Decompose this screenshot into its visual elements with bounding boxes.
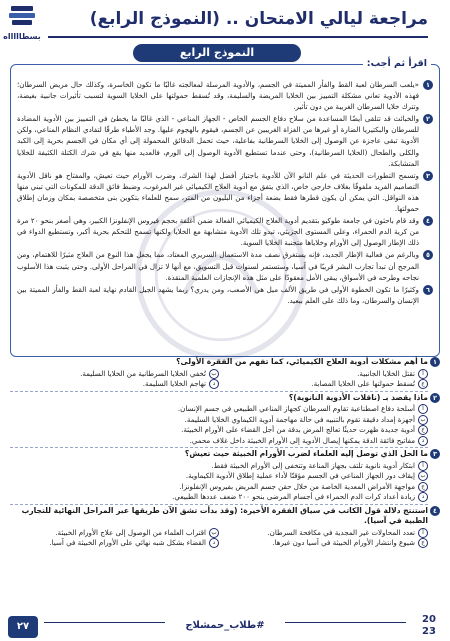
option-d[interactable]: [10, 379, 219, 390]
option-letter: ج: [418, 482, 428, 492]
passage-paragraph-5: [17, 249, 433, 282]
paragraph-number: ٤: [423, 216, 433, 226]
paragraph-text: وكثيرًا ما تكون الخطوة الأولى في طريق الألف ميل هي الأصعب، ومن يدري؟ ربما يشهد الجيل القادم نهاية لعبة القط والفأر المميتة بين الإنسان والسرطان، وما ذلك على العلم ببعيد.: [17, 284, 419, 305]
question-2: [10, 393, 440, 447]
question-text: ما الحل الذي توصل إليه العلماء لضرب الأورام الخبيثة حيث تعيش؟: [184, 449, 428, 458]
option-c[interactable]: [10, 482, 428, 493]
option-c[interactable]: [10, 425, 428, 436]
option-letter: أ: [418, 528, 428, 538]
option-a[interactable]: [219, 528, 428, 539]
passage-paragraph-1: [17, 79, 433, 112]
paragraph-text: «يلعب السرطان لعبة القط والفأر المميتة في الجسم، والأدوية المرسلة لمعالجته غالبًا ما تكون الخاسرة، وكذلك حال مريض السرطان؛ فهذه الأدوية تعاني مشكلة التمييز بين الخلايا المريضة والسليمة، وقد تُسقط حمولتها على الخلايا السوية لتسبب تأثيرات جانبية بغيضة، وتترك خلايا السرطان الغريبة من دون تأثير.: [17, 80, 419, 112]
option-text: شيوع وانتشار الأورام الخبيثة في آسيا دون غيرها.: [272, 538, 415, 547]
question-4: [10, 506, 440, 549]
option-text: إيقاف دور الجهاز المناعي في الجسم مؤقتًا لأداء عملية إطلاق الأدوية الكيماوية.: [185, 471, 415, 480]
option-d[interactable]: [10, 436, 428, 447]
option-letter: ب: [209, 369, 219, 379]
option-a[interactable]: [10, 404, 428, 415]
paragraph-number: ٢: [423, 114, 433, 124]
option-d[interactable]: [10, 492, 428, 503]
question-text: استنتج دلالة قول الكاتب في سياق الفقرة الأخيرة: (وقد بدأت تشق الآن طريقها عبر المراحل النهائية للتجارب الطبية في آسيا).: [21, 505, 428, 525]
option-text: أسلحة دفاع اصطناعية تقاوم السرطان كجهاز المناعي الطبيعي في جسم الإنسان.: [177, 404, 415, 413]
option-letter: ج: [418, 425, 428, 435]
option-b[interactable]: [10, 528, 219, 539]
section-banner: النموذج الرابع: [133, 44, 301, 62]
option-letter: أ: [418, 461, 428, 471]
answer-options: [10, 404, 428, 446]
paragraph-text: والخبائث قد تتلقى أيضًا المساعدة من سلاح دفاع الجسم الخاص - الجهاز المناعي - الذي غالبًا ما يخطئ في التمييز بين الأدوية المضادة للسرطان والبكتيريا الضارة أو غيرها من الغزاة الغريبين عن الجسم، فيقوم بالهجوم عليها. وجد الأطباء طرقًا لتفادي النظام المناعي، ولكن الأدوية تبقى عاجزة عن الوصول إلى الخلايا السرطانية بفاعلية، حيث تحمل الدقائق المحمولة إلى أي مكان في الجسم بحرية إلى الكبد والكلى والطحال (الخلايا السرطانية)، وحتى عندما تستطيع الأدوية الوصول إلى الورم، فالعديد منها يقع في شرك الكتلة الكثيفة للخلايا المتشابكة.: [17, 114, 419, 168]
book-stack-icon: [7, 3, 37, 27]
paragraph-text: وبالرغم من فعالية الإطار الجديد، فإنه يستغرق نصف مدة الاستعمال السريري المعتاد، مما يجعل هذا النوع من العلاج مثيرًا للاهتمام، ومن المرجح أن تبدأ تجارب البشر قريبًا في آسيا، وستستمر لسنوات قبل التسويق، مع أنها لا تزال في المراحل الأولى. وحتى يثبت هذا الأسلوب نجاحه وطرحه في الأسواق، يبقى الأمل معقودًا على مثل هذه الإنجازات العلمية المنقذة.: [17, 250, 419, 282]
year-bottom: 23: [422, 626, 436, 637]
paragraph-number: ٦: [423, 285, 433, 295]
question-number: ٤: [430, 506, 440, 516]
question-number: ٢: [430, 393, 440, 403]
answer-options: [10, 369, 428, 390]
option-text: أجهزة إمداد دقيقة تقوم بالتنبيه في حالة مهاجمة أدوية الكيماوي الخلايا السليمة.: [184, 414, 415, 424]
option-text: زيادة أعداد كرات الدم الحمراء في أجسام المرضى بنحو ٢٠٠ ضعف عددها الطبيعي.: [172, 492, 415, 501]
option-text: مواجهة الأمراض المعدية الخاصة من خلال حقن جسم المريض بفيروس الإنفلونزا.: [179, 481, 415, 491]
option-text: تُخفي الخلايا السرطانية من الخلايا السليمة.: [80, 368, 206, 378]
option-letter: ج: [418, 538, 428, 548]
read-and-answer-label: اقرأ ثم أجب:: [363, 58, 431, 69]
logo-text: بسطاااااه: [3, 32, 41, 41]
option-letter: د: [418, 492, 428, 502]
option-d[interactable]: [10, 538, 219, 549]
option-c[interactable]: [219, 379, 428, 390]
page-header: [0, 3, 450, 43]
question-number: ٣: [430, 449, 440, 459]
question-text: ما أهم مشكلات أدوية العلاج الكيميائي، كما تفهم من الفقرة الأولى؟: [176, 357, 428, 366]
footer-hashtag: #طلاب_حمشلاج: [165, 620, 285, 631]
option-letter: ب: [418, 471, 428, 481]
question-divider: [10, 447, 428, 448]
option-c[interactable]: [219, 538, 428, 549]
option-b[interactable]: [10, 369, 219, 380]
page-footer: [0, 614, 450, 641]
option-a[interactable]: [10, 461, 428, 472]
option-text: القضاء بشكل شبه نهائي على الأورام الخبيثة في آسيا.: [49, 538, 206, 547]
option-text: مفاتيح فائقة الدقة يمكنها إيصال الأدوية إلى الأورام الخبيثة داخل غلاف محمي.: [189, 435, 415, 445]
option-letter: ب: [418, 415, 428, 425]
year-top: 20: [422, 614, 436, 625]
question-1: [10, 357, 440, 390]
option-letter: ب: [209, 528, 219, 538]
option-letter: أ: [418, 404, 428, 414]
page-title: مراجعة ليالي الامتحان .. (النموذج الرابع): [89, 9, 428, 29]
answer-options: [10, 461, 428, 503]
question-divider: [10, 504, 428, 505]
option-letter: د: [209, 379, 219, 389]
brand-logo: [3, 3, 41, 41]
question-number: ١: [430, 357, 440, 367]
question-text: ماذا يقصد بـ (ناقلات الأدوية النانوية)؟: [288, 392, 428, 402]
option-letter: د: [418, 436, 428, 446]
option-text: تعدد المحاولات غير المجدية في مكافحة السرطان.: [267, 527, 415, 537]
option-b[interactable]: [10, 471, 428, 482]
question-3: [10, 449, 440, 503]
reading-passage-box: [10, 58, 440, 357]
passage-paragraph-2: [17, 113, 433, 168]
page-number: ٢٧: [8, 616, 38, 638]
option-a[interactable]: [219, 369, 428, 380]
paragraph-number: ٥: [423, 250, 433, 260]
answer-options: [10, 528, 428, 549]
option-text: تهاجم الخلايا السليمة.: [142, 379, 206, 388]
option-letter: ج: [418, 379, 428, 389]
option-text: أدوية جديدة ظهرت حديثًا تعالج المرض بدقة من أجل القضاء على الأورام الخبيثة.: [181, 425, 415, 434]
paragraph-text: وقد قام باحثون في جامعة طوكيو بتقديم أدوية العلاج الكيميائي الفعالة ضمن أغلفة بحجم فيروس الإنفلونزا الكبير، وهي أصغر بنحو ٢٠ مرة من كرية الدم الحمراء، وعلى المستوى الجزيئي، تبدو تلك الأدوية متشابهة مع الخلايا ولكنها تسمح للتحكم بحرية أكبر، وتستطيع الدواء في ذلك الإطار الوصول إلى الأورام وخلاياها متجنبة الخلايا السوية.: [17, 216, 420, 248]
option-b[interactable]: [10, 415, 428, 426]
questions-section: [10, 357, 440, 552]
option-text: ابتكار أدوية نانوية تلتف بجهاز المناعة وتتخفى إلى الأورام الخبيثة فقط.: [211, 460, 415, 470]
year-badge: [414, 614, 444, 638]
option-text: تقتل الخلايا الجانبية.: [357, 368, 415, 378]
passage-paragraph-6: [17, 284, 433, 306]
paragraph-text: وتسمح التطورات الحديثة في علم النانو الآن للأدوية باجتياز أفضل لهذا الشرك، وضرب الأورام حيث تعيش، والمفتاح هو ناقل الأدوية التصاميم الفريد ملفوفًا بغلاف خارجي خاص، الذي يتفق مع أدوية العلاج الكيميائي غير المرغوب، وضبط فائق الدقة للمكونات التي تبني منها هذه النواقل. التي يمكن أن يكون قطرها فقط بضعة أجزاء من البليون من المتر، سمح للعلماء بتكوين بنى متخصصة بمكان وزمان إطلاق حمولتها.: [17, 170, 419, 214]
option-letter: د: [209, 538, 219, 548]
option-text: اقتراب العلماء من الوصول إلى علاج الأورام الخبيثة.: [55, 527, 206, 537]
paragraph-number: ٣: [423, 171, 433, 181]
title-divider: [48, 36, 428, 38]
paragraph-number: ١: [423, 80, 433, 90]
option-text: تُسقط حمولتها على الخلايا المصابة.: [311, 379, 415, 388]
passage-paragraph-3: [17, 170, 433, 214]
option-letter: أ: [418, 369, 428, 379]
question-divider: [10, 391, 428, 392]
passage-paragraph-4: [17, 215, 433, 248]
